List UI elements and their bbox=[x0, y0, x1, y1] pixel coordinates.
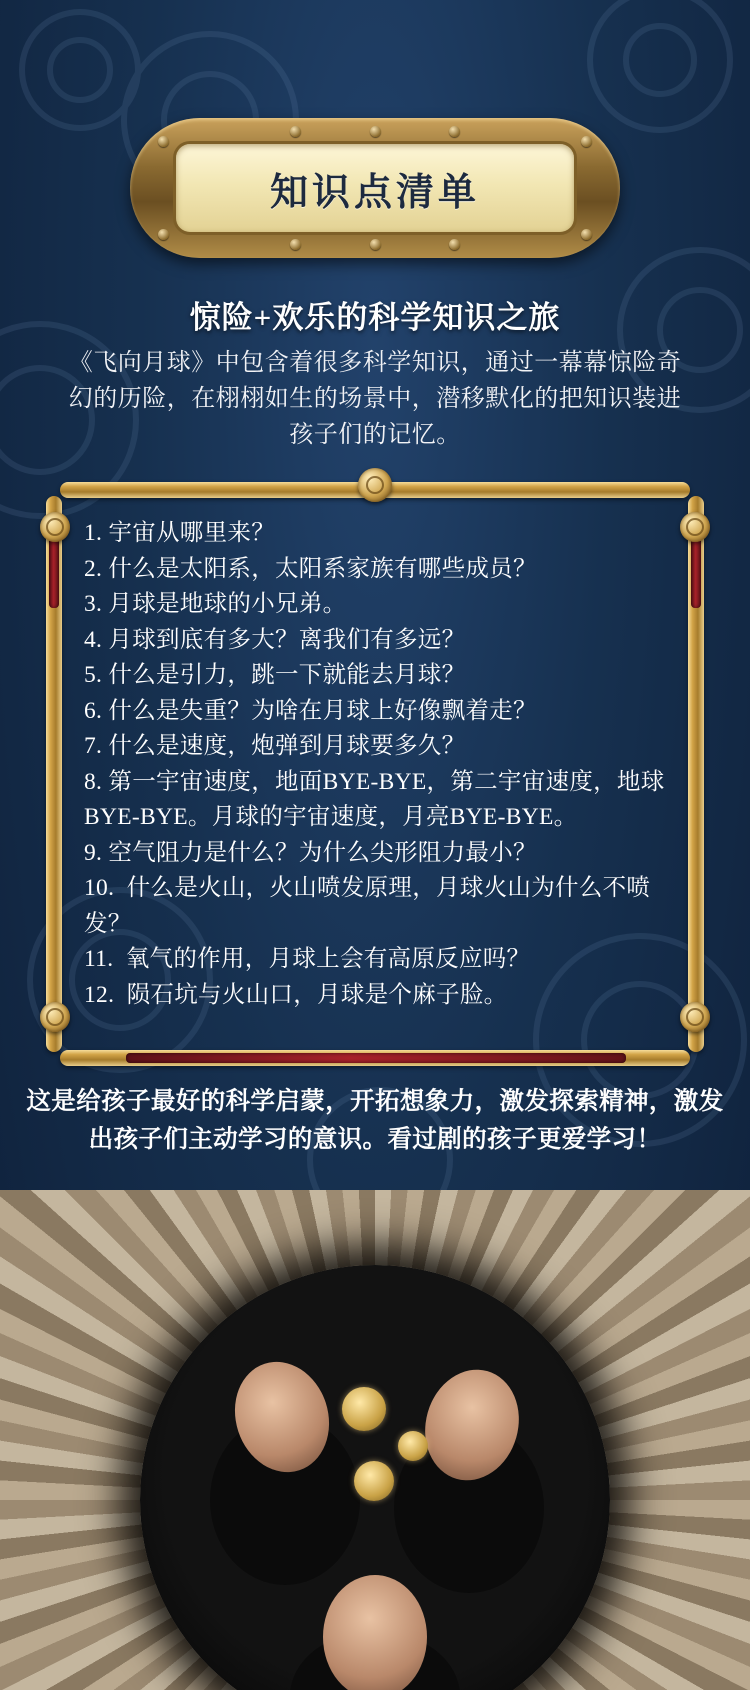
list-item: 9. 空气阻力是什么？为什么尖形阻力最小？ bbox=[84, 839, 537, 866]
list-item: 4. 月球到底有多大？离我们有多远？ bbox=[84, 626, 466, 653]
bolt-icon bbox=[358, 468, 392, 502]
list-item: 5. 什么是引力，跳一下就能去月球？ bbox=[84, 662, 466, 688]
list-item: 1. 宇宙从哪里来？ bbox=[84, 520, 275, 546]
bolt-icon bbox=[680, 512, 710, 542]
list-item: 3. 月球是地球的小兄弟。 bbox=[84, 591, 347, 617]
knowledge-point-list bbox=[84, 516, 666, 1013]
brass-prop-icon bbox=[354, 1461, 394, 1501]
plaque-face bbox=[176, 144, 574, 232]
list-item: 6. 什么是失重？为啥在月球上好像飘着走？ bbox=[84, 697, 537, 724]
actor-face bbox=[323, 1575, 427, 1690]
list-item: 11. 氧气的作用，月球上会有高原反应吗？ bbox=[84, 946, 531, 972]
list-item: 10. 什么是火山，火山喷发原理，月球火山为什么不喷发？ bbox=[84, 875, 651, 937]
footer-note: 这是给孩子最好的科学启蒙，开拓想象力，激发探索精神，激发出孩子们主动学习的意识。看过剧的孩子更爱学习！ bbox=[26, 1088, 724, 1153]
cast-photo bbox=[0, 1190, 750, 1690]
title-plaque bbox=[130, 118, 620, 258]
bolt-icon bbox=[40, 512, 70, 542]
page-title: 知识点清单 bbox=[269, 171, 480, 214]
headline: 惊险+欢乐的科学知识之旅 bbox=[189, 300, 561, 335]
intro-paragraph: 《飞向月球》中包含着很多科学知识，通过一幕幕惊险奇幻的历险，在栩栩如生的场景中，潜移默化的把知识装进孩子们的记忆。 bbox=[68, 350, 682, 448]
brass-prop-icon bbox=[398, 1431, 428, 1461]
brass-prop-icon bbox=[342, 1387, 386, 1431]
list-item: 2. 什么是太阳系，太阳系家族有哪些成员？ bbox=[84, 555, 537, 582]
list-item: 12. 陨石坑与火山口，月球是个麻子脸。 bbox=[84, 981, 508, 1008]
bolt-icon bbox=[40, 1002, 70, 1032]
bolt-icon bbox=[680, 1002, 710, 1032]
knowledge-frame bbox=[46, 482, 704, 1066]
list-item: 7. 什么是速度，炮弹到月球要多久？ bbox=[84, 733, 466, 759]
list-item: 8. 第一宇宙速度，地面BYE-BYE，第二宇宙速度，地球BYE-BYE。月球的宇宙速度，月亮BYE-BYE。 bbox=[84, 768, 665, 830]
frame-accent-bottom bbox=[126, 1053, 626, 1063]
